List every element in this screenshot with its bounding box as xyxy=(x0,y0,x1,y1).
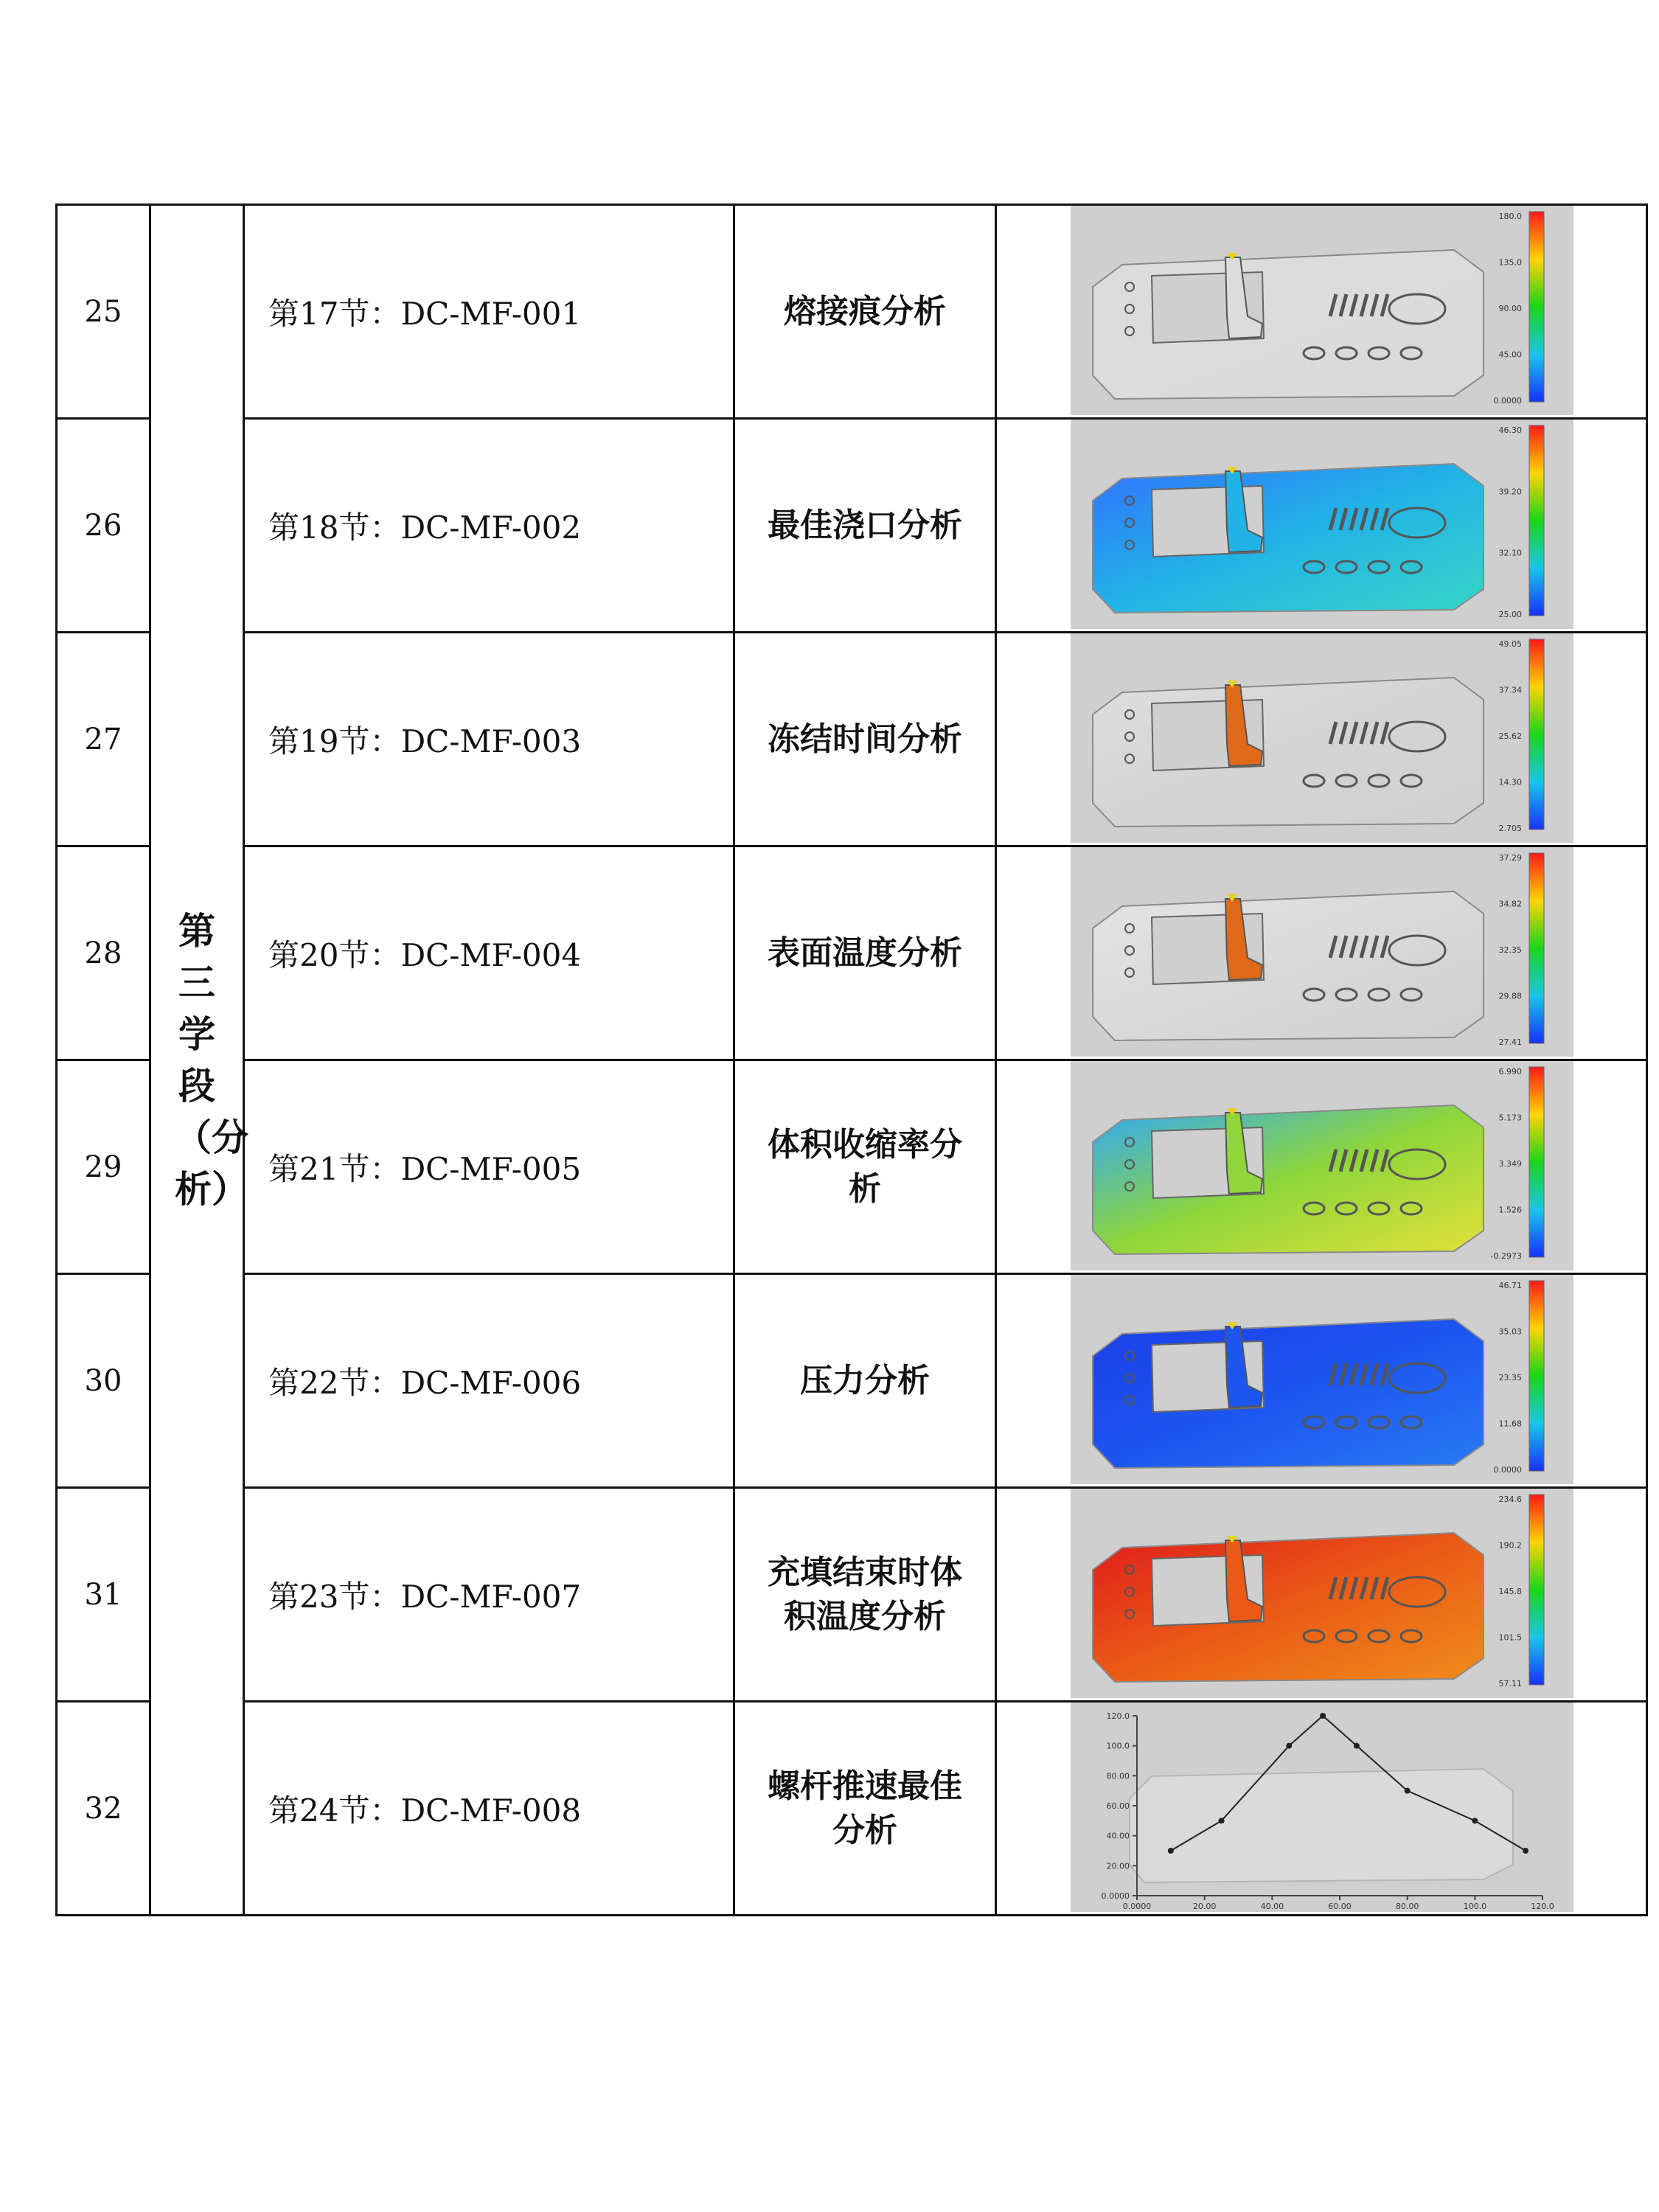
legend-value: 14.30 xyxy=(1498,777,1522,787)
row-number: 30 xyxy=(57,1274,150,1488)
ram-speed-point xyxy=(1405,1788,1411,1794)
legend-value: 34.82 xyxy=(1498,899,1522,909)
legend-value: 0.0000 xyxy=(1493,1465,1522,1475)
legend-value: 6.990 xyxy=(1498,1067,1522,1077)
x-tick-label: 20.00 xyxy=(1192,1902,1217,1911)
x-tick-label: 100.0 xyxy=(1463,1902,1487,1911)
legend-value: 101.5 xyxy=(1498,1632,1522,1643)
analysis-topic: 螺杆推速最佳分析 xyxy=(768,1767,962,1849)
section-code: 第20节：DC-MF-004 xyxy=(244,846,734,1060)
analysis-topic-cell xyxy=(734,846,996,1060)
legend-value: 29.88 xyxy=(1498,991,1522,1001)
analysis-topic: 表面温度分析 xyxy=(768,933,962,972)
analysis-topic-cell xyxy=(734,633,996,846)
table-row xyxy=(57,1488,1647,1702)
legend-value: 0.0000 xyxy=(1493,396,1522,406)
result-image-cell xyxy=(996,419,1647,633)
ram-speed-point xyxy=(1354,1743,1360,1749)
legend-value: 46.71 xyxy=(1498,1281,1522,1290)
ram-speed-point xyxy=(1286,1743,1292,1749)
section-code: 第23节：DC-MF-007 xyxy=(244,1488,734,1702)
y-tick-label: 40.00 xyxy=(1106,1831,1130,1841)
y-tick-label: 60.00 xyxy=(1106,1801,1130,1811)
table-row xyxy=(57,1274,1647,1488)
table-row xyxy=(57,633,1647,846)
legend-value: 135.0 xyxy=(1498,257,1522,268)
analysis-topic-cell xyxy=(734,1488,996,1702)
analysis-topic-cell xyxy=(734,205,996,419)
legend-value: 49.05 xyxy=(1498,639,1522,649)
ram-speed-point xyxy=(1472,1818,1478,1823)
legend-value: 23.35 xyxy=(1498,1373,1522,1382)
volumetric-shrinkage-result-image xyxy=(1071,1061,1573,1270)
legend-value: 25.00 xyxy=(1498,610,1522,619)
legend-value: 1.526 xyxy=(1498,1205,1522,1215)
row-number: 28 xyxy=(57,846,150,1060)
y-tick-label: 120.0 xyxy=(1106,1711,1130,1721)
y-tick-label: 20.00 xyxy=(1106,1861,1130,1871)
legend-value: 5.173 xyxy=(1498,1113,1522,1123)
y-tick-label: 100.0 xyxy=(1106,1741,1130,1751)
x-tick-label: 120.0 xyxy=(1531,1902,1554,1911)
legend-value: 46.30 xyxy=(1498,425,1522,435)
gate-location-result-image xyxy=(1071,420,1573,629)
legend-value: 45.00 xyxy=(1498,349,1522,360)
x-tick-label: 0.0000 xyxy=(1122,1902,1152,1911)
analysis-topic-cell xyxy=(734,1274,996,1488)
legend-value: 27.41 xyxy=(1498,1037,1522,1047)
section-code: 第21节：DC-MF-005 xyxy=(244,1060,734,1274)
result-image-cell xyxy=(996,846,1647,1060)
table-row xyxy=(57,1702,1647,1916)
legend-value: 32.10 xyxy=(1498,548,1522,558)
result-image-cell xyxy=(996,1060,1647,1274)
section-code: 第18节：DC-MF-002 xyxy=(244,419,734,633)
analysis-topic-cell xyxy=(734,1702,996,1916)
x-tick-label: 40.00 xyxy=(1260,1902,1284,1911)
row-number: 32 xyxy=(57,1702,150,1916)
section-code: 第17节：DC-MF-001 xyxy=(244,205,734,419)
legend-value: 37.34 xyxy=(1498,685,1522,695)
section-code: 第19节：DC-MF-003 xyxy=(244,633,734,846)
ram-speed-point xyxy=(1523,1848,1528,1854)
table-row xyxy=(57,205,1647,419)
x-tick-label: 60.00 xyxy=(1328,1902,1352,1911)
legend-value: 57.11 xyxy=(1498,1679,1522,1688)
analysis-topic-cell xyxy=(734,419,996,633)
row-number: 31 xyxy=(57,1488,150,1702)
legend-value: 39.20 xyxy=(1498,487,1522,497)
freeze-time-result-image xyxy=(1071,633,1573,843)
result-image-cell xyxy=(996,205,1647,419)
result-image-cell xyxy=(996,1488,1647,1702)
legend-value: 25.62 xyxy=(1498,731,1522,741)
row-number: 26 xyxy=(57,419,150,633)
analysis-topic: 最佳浇口分析 xyxy=(768,506,962,544)
table-row xyxy=(57,846,1647,1060)
legend-value: 11.68 xyxy=(1498,1419,1522,1429)
row-number: 25 xyxy=(57,205,150,419)
legend-value: -0.2973 xyxy=(1490,1251,1522,1261)
ram-speed-point xyxy=(1168,1848,1174,1854)
legend-value: 180.0 xyxy=(1498,212,1522,221)
analysis-course-table xyxy=(55,204,1648,1916)
legend-value: 3.349 xyxy=(1498,1159,1522,1169)
analysis-topic: 压力分析 xyxy=(800,1361,930,1399)
legend-value: 145.8 xyxy=(1498,1587,1522,1596)
ram-speed-point xyxy=(1219,1818,1225,1823)
section-code: 第24节：DC-MF-008 xyxy=(244,1702,734,1916)
bulk-temperature-result-image xyxy=(1071,1489,1573,1698)
weld-line-result-image xyxy=(1071,206,1573,415)
stage-label: 第三学段（分析） xyxy=(175,909,248,1211)
stage-cell xyxy=(150,205,248,1916)
table-row xyxy=(57,419,1647,633)
legend-value: 2.705 xyxy=(1498,824,1522,833)
ram-speed-point xyxy=(1320,1713,1326,1719)
analysis-topic: 充填结束时体积温度分析 xyxy=(768,1553,962,1635)
legend-value: 32.35 xyxy=(1498,945,1522,955)
legend-value: 90.00 xyxy=(1498,304,1522,313)
table-row xyxy=(57,1060,1647,1274)
analysis-topic: 体积收缩率分析 xyxy=(768,1125,962,1208)
y-tick-label: 80.00 xyxy=(1106,1771,1130,1781)
legend-value: 190.2 xyxy=(1498,1540,1522,1551)
row-number: 29 xyxy=(57,1060,150,1274)
legend-value: 234.6 xyxy=(1498,1495,1522,1504)
legend-value: 37.29 xyxy=(1498,853,1522,863)
pressure-result-image xyxy=(1071,1275,1573,1484)
surface-temperature-result-image xyxy=(1071,847,1573,1057)
legend-value: 35.03 xyxy=(1498,1326,1522,1337)
x-tick-label: 80.00 xyxy=(1395,1902,1419,1911)
result-image-cell xyxy=(996,633,1647,846)
analysis-topic: 熔接痕分析 xyxy=(784,292,946,330)
result-image-cell xyxy=(996,1702,1647,1916)
analysis-topic: 冻结时间分析 xyxy=(768,720,962,758)
analysis-topic-cell xyxy=(734,1060,996,1274)
y-tick-label: 0.0000 xyxy=(1101,1891,1130,1901)
row-number: 27 xyxy=(57,633,150,846)
section-code: 第22节：DC-MF-006 xyxy=(244,1274,734,1488)
ram-speed-profile-image xyxy=(1071,1703,1573,1912)
result-image-cell xyxy=(996,1274,1647,1488)
